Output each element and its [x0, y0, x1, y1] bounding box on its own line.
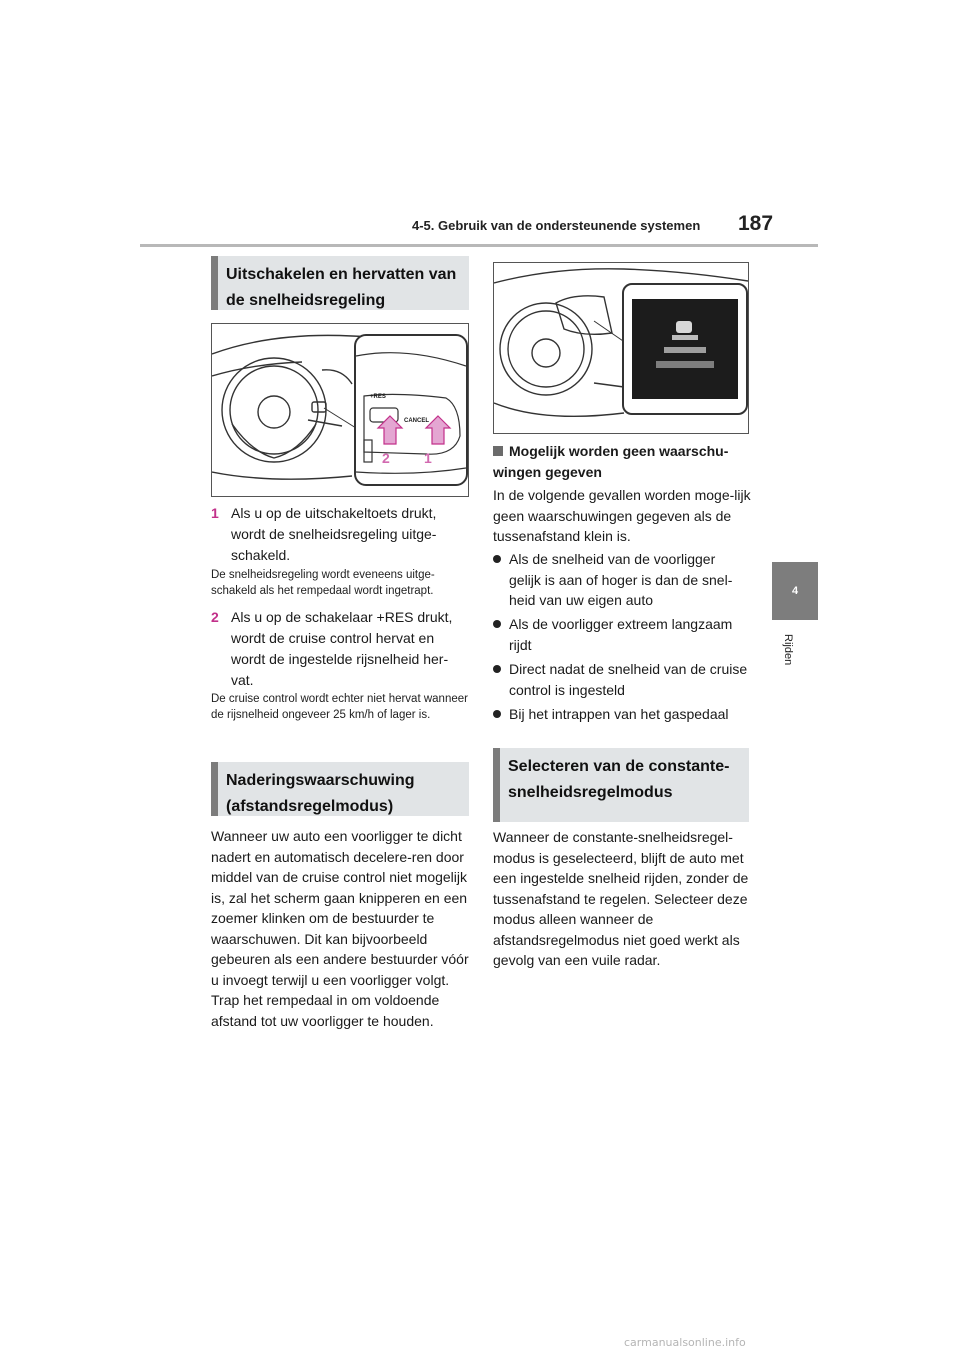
approach-warning-body: Wanneer uw auto een voorligger te dicht nadert en automatisch decelere-ren door middel van de cruise control niet mogelijk is, zal het scherm gaan knipperen en een zoemer klinken om de bestuurder te waarschuwen. Dit kan bijvoorbeeld gebeuren als een andere bestuurder vóór u invoegt terwijl u een voorligger volgt. Trap het rempedaal in om voldoende afstand tot uw voorligger te houden. [211, 828, 469, 1029]
step-1-number: 1 [211, 505, 219, 521]
step-2-note: De cruise control wordt echter niet hervat wanneer de rijsnelheid ongeveer 25 km/h of lager is. [211, 693, 468, 721]
bullet-item: Bij het intrappen van het gaspedaal [493, 704, 751, 725]
bullet-dot-icon [493, 710, 501, 718]
no-warning-subheading: Mogelijk worden geen waarschu-wingen gegeven [493, 443, 729, 480]
running-header: 4-5. Gebruik van de ondersteunende systemen [412, 218, 701, 233]
figure-display-warning [493, 262, 749, 434]
watermark: carmanualsonline.info [624, 1336, 746, 1349]
header-divider [140, 244, 818, 247]
bullet-item: Als de voorligger extreem langzaam rijdt [493, 614, 751, 655]
arrow-up-icon [378, 416, 402, 444]
cancel-button-label: CANCEL [404, 418, 429, 424]
bullet-item: Als de snelheid van de voorligger gelijk is aan of hoger is dan de snel-heid van uw eigen auto [493, 549, 751, 611]
multi-info-display [632, 299, 738, 399]
constant-speed-body: Wanneer de constante-snelheidsregel-modus is geselecteerd, blijft de auto met een ingestelde snelheid rijden, zonder de tussenafstand te regelen. Selecteer deze modus alleen wanneer de afstandsregelmodus niet goed werkt als gevolg van een vuile radar. [493, 829, 749, 968]
callout-number-1: 1 [424, 450, 432, 466]
step-2 [211, 607, 469, 691]
section-heading-cruise-cancel: Uitschakelen en hervatten van de snelheidsregeling [211, 256, 469, 310]
switch-zoom-inset [354, 334, 468, 486]
callout-number-2: 2 [382, 450, 390, 466]
step-2-number: 2 [211, 609, 219, 625]
page-number: 187 [738, 212, 774, 235]
callout-arrows [376, 414, 456, 454]
figure-steering-switches [211, 323, 469, 497]
section-heading-approach-warning: Naderingswaarschuwing (afstandsregelmodus) [211, 762, 469, 816]
arrow-up-icon [426, 416, 450, 444]
square-bullet-icon [493, 446, 503, 456]
preceding-vehicle-icon [676, 321, 692, 333]
display-zoom-inset [622, 283, 748, 415]
res-button-label: +RES [370, 394, 386, 400]
bullet-dot-icon [493, 620, 501, 628]
bullet-item: Direct nadat de snelheid van de cruise control is ingesteld [493, 659, 751, 700]
step-1 [211, 503, 469, 566]
chapter-tab: 4 [772, 562, 818, 620]
section-heading-constant-speed: Selecteren van de constante-snelheidsregelmodus [493, 748, 749, 822]
chapter-label: Rijden [782, 634, 794, 666]
step-2-text: Als u op de schakelaar +RES drukt, wordt de cruise control hervat en wordt de ingestelde rijsnelheid her-vat. [231, 609, 453, 688]
step-1-text: Als u op de uitschakeltoets drukt, wordt de snelheidsregeling uitge-schakeld. [231, 505, 437, 563]
step-1-note: De snelheidsregeling wordt eveneens uitge-schakeld als het rempedaal wordt ingetrapt. [211, 569, 435, 597]
no-warning-intro: In de volgende gevallen worden moge-lijk geen waarschuwingen gegeven als de tussenafstand klein is. [493, 487, 751, 544]
bullet-dot-icon [493, 665, 501, 673]
bullet-dot-icon [493, 555, 501, 563]
